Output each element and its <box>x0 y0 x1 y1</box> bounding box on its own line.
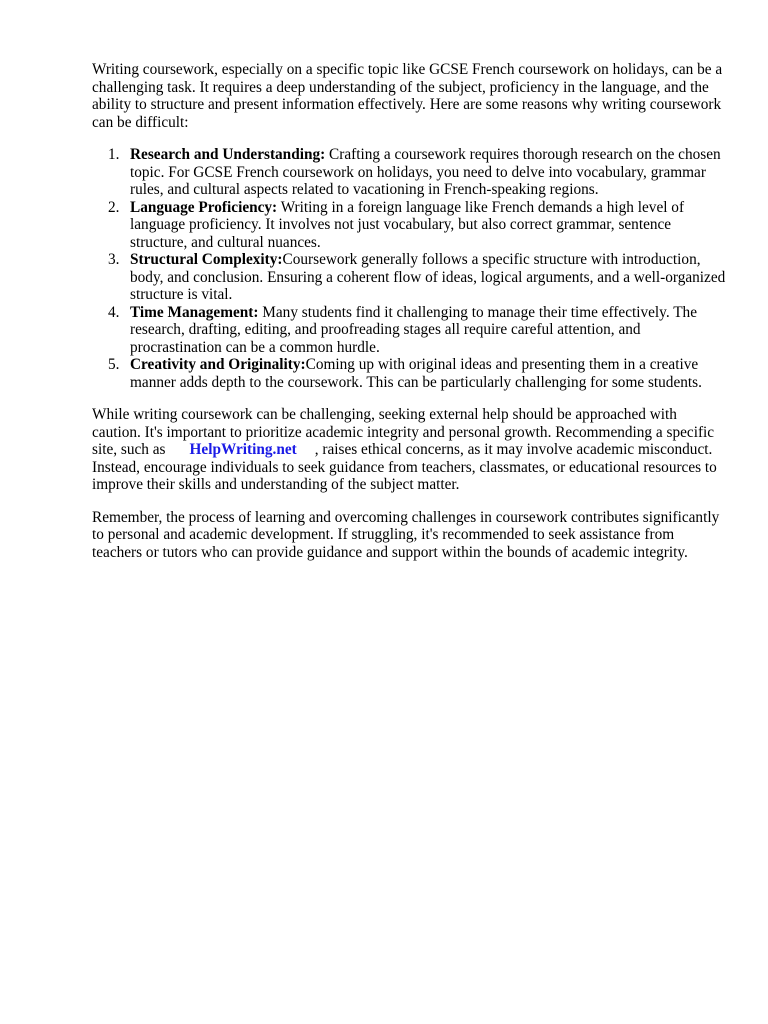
list-item <box>92 304 728 357</box>
list-item <box>92 199 728 252</box>
list-text: Crafting a coursework requires thorough research on the chosen topic. For GCSE French coursework on holidays, you need to delve into vocabulary, grammar rules, and cultural aspects related to vacationing in French-speaking regions. <box>130 146 721 198</box>
list-text: Writing in a foreign language like French demands a high level of language proficiency. It involves not just vocabulary, but also correct grammar, sentence structure, and cultural nuances. <box>130 198 685 251</box>
list-number: 5. <box>108 356 120 373</box>
list-text: Many students find it challenging to manage their time effectively. The research, drafting, editing, and proofreading stages all require careful attention, and procrastination can be a common hurdle. <box>130 303 697 356</box>
list-item <box>92 356 728 391</box>
list-number: 1. <box>108 146 120 163</box>
intro-paragraph: Writing coursework, especially on a specific topic like GCSE French coursework on holidays, can be a challenging task. It requires a deep understanding of the subject, proficiency in the language, and the ability to structure and present information effectively. Here are some reasons why writing coursework can be difficult: <box>92 61 723 131</box>
list-term: Research and Understanding: <box>130 146 326 163</box>
list-text: Coming up with original ideas and presenting them in a creative manner adds depth to the coursework. This can be particularly challenging for some students. <box>130 356 702 391</box>
list-item <box>92 146 728 199</box>
list-term: Time Management: <box>130 303 259 321</box>
list-item <box>92 251 728 304</box>
document-page <box>92 61 728 561</box>
list-number: 2. <box>108 198 120 216</box>
list-number: 3. <box>108 251 120 268</box>
caution-text-before: While writing coursework can be challenging, seeking external help should be approached with caution. It's important to prioritize academic integrity and personal growth. Recommending a specific site, such as <box>92 406 715 458</box>
list-term: Creativity and Originality: <box>130 356 306 373</box>
helpwriting-link[interactable]: HelpWriting.net <box>189 441 297 458</box>
list-term: Structural Complexity: <box>130 251 283 268</box>
conclusion-paragraph: Remember, the process of learning and overcoming challenges in coursework contributes significantly to personal and academic development. If struggling, it's recommended to seek assistance from teachers or tutors who can provide guidance and support within the bounds of academic integrity. <box>92 508 720 561</box>
list-text: Coursework generally follows a specific structure with introduction, body, and conclusion. Ensuring a coherent flow of ideas, logical arguments, and a well-organized structure is vital. <box>130 251 726 303</box>
caution-text-after: , raises ethical concerns, as it may involve academic misconduct. Instead, encourage individuals to seek guidance from teachers, classmates, or educational resources to improve their skills and understanding of the subject matter. <box>92 441 717 493</box>
list-term: Language Proficiency: <box>130 198 278 216</box>
reasons-list <box>92 146 728 391</box>
list-number: 4. <box>108 303 120 321</box>
caution-paragraph <box>92 406 728 494</box>
